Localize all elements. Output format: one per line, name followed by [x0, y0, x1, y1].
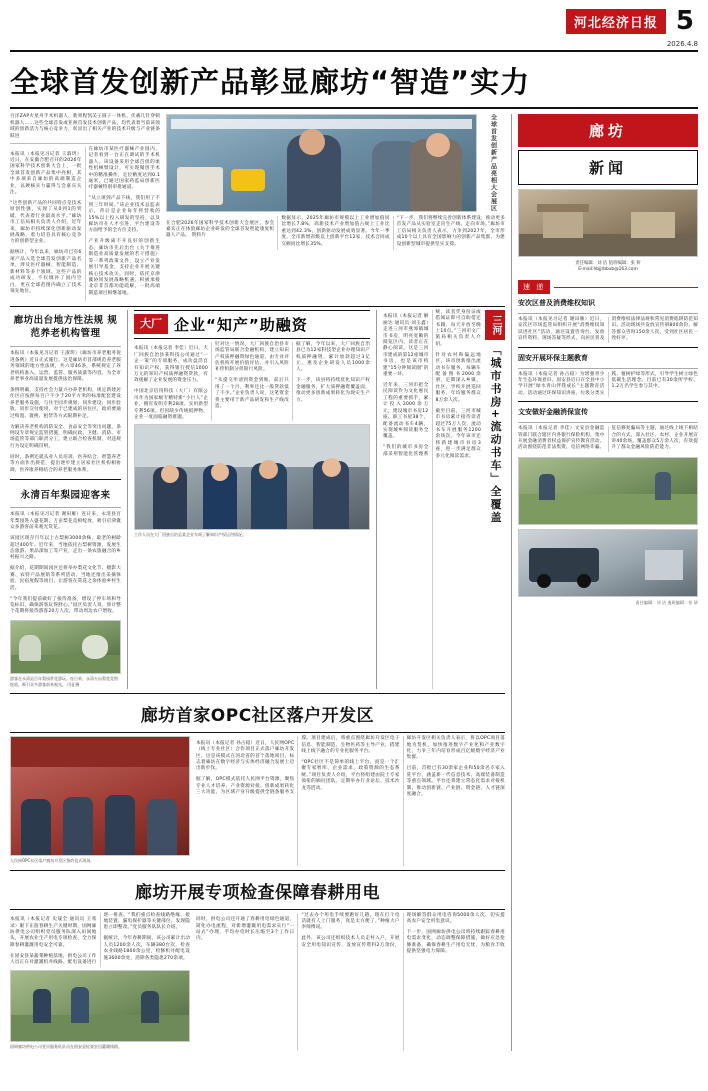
law-paragraph: 为解决养老机构消防安全、食品安全等突出问题，条例设专章规定监管措施，明确民政、卫健、消防、市场监管等部门职责分工，建立联合检查机制，对违规行为设定明确罚则。	[10, 424, 122, 449]
dachang-title: 企业“知产”助融资	[174, 315, 308, 334]
power-paragraph: 据统计，今年春耕期间，该公司累计出动人员1200余人次，车辆380台次，检查农业线路1800余公里，检修机井配电设施3600余处，消除各类隐患270余项。	[103, 936, 190, 961]
sanhe-paragraph: 针对农村和偏远地区，该市创新推出流动书车服务，每辆车配备图书2000余册，定期深入乡镇、社区、学校开展巡回服务，年均服务群众8万余人次。	[435, 352, 481, 403]
rail-item	[518, 405, 698, 452]
column-sanhe	[376, 310, 505, 689]
rail-footer-note: 责任编辑：刘 洁 值班编辑：张 妍	[635, 599, 698, 605]
opc-photo-block	[10, 736, 190, 865]
rail-item-body: 本报讯（本报记者 李佳）文安县金融监管部门联合辖区内各银行保险机构，集中开展金融消费者权益保护宣传教育活动。活动围绕防范非法集资、电信网络诈骗、征信修复骗局等主题，通过线上线下相结合的方式，深入社区、农村、企业开展宣讲40余场，覆盖群众5万余人次，有效提升了群众金融风险防范能力。	[518, 426, 698, 451]
middle-band	[10, 310, 505, 689]
pear-photo	[10, 620, 121, 674]
sanhe-title: 「城市书房+流动书车」全覆盖	[488, 343, 502, 525]
dachang-photo-caption: 工作人员在大厂回族自治县某企业车间了解知识产权运用情况。	[134, 532, 247, 538]
power-title: 廊坊开展专项检查保障春耕用电	[135, 882, 380, 903]
pear-paragraph: 该园区现存百年以上古梨树3000余株，最老的树龄超过400年。近年来，当地依托古梨树资源，发展生态旅游、果品深加工等产业，走出一条农旅融合的乡村振兴之路。	[10, 536, 122, 561]
lead-paragraph: 产业升级离不开良好的创新生态。廊坊市先后出台《关于推进制造业高质量发展的若干措施》等一系列政策文件，设立产业发展引导基金，支持企业开展关键核心技术攻关。同时，依托京津冀协同发展战略机遇，积极承接北京非首都功能疏解，一批高端制造项目相继落地。	[88, 239, 160, 296]
lead-paragraph: “从立项到产品下线，我们用了不到三年时间。”该企业技术总监表示，背后是企业每年将营收的15%以上投入研发的坚持，以及廊坊市在人才引进、平台建设等方面给予的全方位支持。	[88, 196, 160, 234]
rail-photo-landmark	[518, 189, 698, 257]
column-local-news	[10, 310, 121, 689]
pear-paragraph: 本报讯（本报见习记者 谢田雁）连日来，永清县百年梨园进入盛花期，万亩梨花竞相绽放，吸引京津冀众多游客前来观光赏花。	[10, 512, 122, 531]
power-paragraph: 此外，该公司还组织技术人员走村入户，开展安全用电知识宣传，发放宣传资料2万余份，现场解答群众用电咨询5000余人次，切实提高农户安全用电意识。	[301, 912, 505, 948]
rail-brand-top: 廊坊	[518, 114, 698, 147]
pear-photo-caption: 游客在永清县百年梨园赏花游玩。连日来，永清万亩梨花竞相绽放，吸引众多游客前来观光。 闫征摄	[10, 676, 118, 687]
paper-name: 河北经济日报	[566, 9, 666, 34]
lead-paragraph: 数据显示，2025年廊坊市规模以上工业增加值同比增长7.8%，高新技术产业增加值占规上工业比重达到42.3%，创新驱动发展成效显著。今年一季度，全市新增省级以上创新平台12家，技术合同成交额同比增长35%。	[281, 216, 390, 247]
rail-item-title: 安次区普及消费维权知识	[518, 299, 595, 307]
page-body	[10, 114, 698, 1051]
pear-paragraph: 据介绍，花期期间园区还将举办梨花文化节、摄影大赛、农特产品展销等系列活动。当地还推出采摘体验、民宿度假等项目，让游客在赏花之余体验乡村生活。	[10, 566, 122, 591]
opc-block	[10, 736, 505, 865]
law-article-title: 廊坊出台地方性法规 规范养老机构管理	[13, 314, 118, 339]
sanhe-paragraph: “我们的城市书房全部采用智能化管理系统，读者凭身份证或借阅证即可自助借还书籍，每天开放至晚上10点。”三河市文广旅局相关负责人介绍。	[383, 309, 481, 457]
right-rail	[511, 114, 698, 1051]
power-paragraph: 下一步，国网廊坊供电公司将持续跟踪春耕用电需求变化，动态调整保障措施，做好应急抢修准备，确保春耕生产用电无忧，为粮食丰收提供坚强电力保障。	[406, 929, 505, 955]
lead-paragraph: 据统计，今年以来，廊坊市已有6项产品入选全球首发创新产品名单，涉及医疗器械、智能制造、新材料等多个领域。这些产品的成功研发，不仅填补了国内空白，更在全球范围内确立了技术领先地位。	[10, 250, 82, 294]
dachang-paragraph: 据了解，今年以来，大厂回族自治县已为12家科技型企业办理知识产权质押融资，累计放款超过3亿元，惠及企业研发人员1000余人。	[296, 341, 370, 373]
rail-item	[518, 351, 698, 398]
column-dachang	[127, 310, 370, 689]
page-headline: 全球首发创新产品彰显廊坊“智造”实力	[10, 52, 698, 109]
photo-vertical-text: 全球首发创新产品亮相大会展区	[489, 114, 497, 212]
opc-title: 廊坊首家OPC社区落户开发区	[140, 706, 375, 727]
dachang-paragraph: “从提交申请到资金到账，前后只用了一个月，利率还比一般贷款低了不少。”企业负责人说，这笔资金将主要用于新产品研发和生产线改造。	[215, 378, 290, 410]
pear-paragraph: “今年我们提前做好了接待准备，增设了停车场和导览标识，确保游客玩得舒心。”园区负责人说，预计整个花期将接待游客20万人次，带动周边农户增收。	[10, 596, 122, 615]
rail-editor-line: 责任编辑：刘 洁 值班编辑：张 妍	[575, 261, 641, 266]
issue-date: 2026.4.8	[666, 40, 698, 48]
dachang-tag: 大厂	[134, 314, 168, 334]
opc-photo-caption: 人民网OPC社区落户廊坊开发区签约仪式现场。	[10, 858, 95, 864]
opc-paragraph: 廊坊开发区相关负责人表示，将以OPC项目落地为契机，加快推进数字产业化和产业数字化，力争三年内培育形成百亿级数字经济产业集群。	[406, 736, 505, 761]
lead-paragraph: 本报讯（本报见习记者 王淑玥）近日，在安徽合肥召开的2026年国家科学技术创新大会上，一批全球首发创新产品集中亮相，其中多项来自廊坊的高端制造企业，以硬核实力赢得与会嘉宾关注。	[10, 151, 82, 196]
rail-item	[518, 296, 698, 343]
rail-contact: E-mail:hbjjrbbxb@163.com	[578, 267, 638, 272]
power-paragraph: “过去办个用电手续要跑好几趟，现在打个电话就有人上门服务，真是太方便了。”种植大户李师傅说。	[301, 912, 400, 931]
power-photo-caption-1: 国网廊坊供电公司党员服务队队员在固安县检查农田灌溉线路。	[10, 1043, 122, 1049]
rail-pill-bar	[518, 280, 698, 294]
rail-item-title: 文安做好金融消保宣传	[518, 408, 588, 417]
sanhe-paragraph: 近年来，三河市把全民阅读作为文化惠民工程的重要抓手，累计投入2000余万元，建设城市书房12座、职工书屋38个，配备流动书车4辆，实现城乡阅读服务全覆盖。	[383, 383, 429, 440]
sanhe-paragraph: 本报讯（本报记者 解丽达 通讯员 刘玉鑫）走进三河市燕郊镇城市书房，明亮宽敞的阅览区内，读者正在静心阅读。这是三河市建成的第12座城市书房，也是该市构建“15分钟阅读圈”的重要一环。	[383, 314, 429, 378]
sanhe-tag: 三河	[485, 310, 505, 340]
page-number: 5	[675, 6, 694, 36]
lead-block	[10, 114, 505, 301]
dachang-paragraph: 针对这一情况，大厂回族自治县市场监管局联合金融机构，建立知识产权质押融资绿色通道，由专业评估机构开展价值评估，并引入风险补偿机制分担银行风险。	[215, 341, 290, 373]
power-right	[196, 913, 505, 1051]
lead-paragraph: “下一步，我们将继续完善创新体系建设，推动更多首发产品从实验室走向生产线、走向市场。”廊坊市工信局相关负责人表示，力争到2027年，全市形成10个以上具有全国影响力的创新产品集群，为建设创新型城市提供坚实支撑。	[396, 216, 505, 247]
law-paragraph: 条例明确，支持社会力量兴办养老机构，规定新建居住区应按照每百户不少于20平方米的标准配套建设养老服务设施，与住宅同步规划、同步建设、同步验收、同步交付使用。对于已建成的居住区，政府要通过购置、置换、租赁等方式限期补足。	[10, 388, 122, 419]
pear-article-title: 永清百年梨园迎客来	[20, 489, 111, 501]
power-paragraph: 在固安县某蔬菜种植基地，供电公司工作人员正在对灌溉机井线路、配电设备进行逐一排查。“我们重点检查线路绝缘、接地装置、漏电保护器等关键部位，发现隐患立即整改。”党员服务队队长介绍。	[10, 912, 190, 966]
lead-photo-block	[166, 114, 505, 301]
rail-photo-truck	[518, 529, 698, 597]
lead-paragraph: 在廊坊市某医疗器械产业园内，记者看到一台正在调试的手术机器人。该设备采用全球首创的柔性机械臂设计，可实现微创手术中的精准操作，定位精度达到0.1毫米，已通过国家药监局创新医疗器械特别审批通道。	[88, 147, 160, 191]
rail-item-body: 本报讯（本报记者 孙占稳）为增强青少年生态环保意识，固安县近日在全县中小学开展“绿水青山伴我成长”主题教育活动。活动通过环保知识讲座、垃圾分类实践、植树护绿等形式，引导学生树立绿色低碳生活理念。目前已有30余所学校、1.2万名学生参与其中。	[518, 371, 698, 396]
rail-item-title: 固安开展环保主题教育	[518, 353, 588, 362]
rail-brand-mid: 新闻	[518, 150, 698, 185]
rail-pill-label: 速 递	[518, 280, 550, 294]
lead-standfirst: 百洋ZAP火星舟手术机器人、新果程凯美子圆子一体机、伏羲几针穿刺机器人……这些全球首发或亚洲首发技术创新产品，均代表着当前该领域的创新活力与核心竞争力，彰显出了相关产业的技术升级与产业链条跃进	[10, 114, 160, 144]
opc-paragraph: 据了解，OPC模式依托人民网平台资源，聚焦专业人才培养、产业资源对接、创新成果转化三大功能，为区域产业升级提供全链条服务支撑。项目建成后，将重点围绕廊坊开发区电子信息、智能制造、生物医药等主导产业，搭建线上线下融合的专业化服务平台。	[196, 736, 400, 796]
opc-text	[196, 736, 505, 865]
masthead	[10, 8, 698, 42]
left-zone	[10, 114, 505, 1051]
rail-item-body: 本报讯（本报见习记者 谢田雁）近日，安次区市场监管局组织开展“消费维权知识进社区”活动，通过设置咨询台、发放宣传资料、现场答疑等形式，向居民普及消费维权法律法规和常见消费陷阱防范知识。活动现场共发放宣传册800余份，解答群众咨询150余人次，受到社区居民一致好评。	[518, 317, 698, 342]
power-left	[10, 913, 190, 1051]
lead-column	[10, 114, 160, 301]
opc-photo	[10, 736, 190, 856]
law-paragraph: 本报讯（本报见习记者 王淑玥）《廊坊市养老服务促进条例》近日正式施行。这是廊坊市首部规范养老服务领域的地方性法规，共六章46条，系统规定了养老机构准入、运营、监管、服务质量等内容，为全市养老事业高质量发展提供法治保障。	[10, 351, 122, 383]
dachang-photo	[134, 424, 370, 530]
lead-paragraph: 在合肥2026年国家科学技术创新大会展区，参会嘉宾正在体验廊坊企业研发的全球首发智能康复机器人产品。 资料片	[166, 220, 275, 239]
power-paragraph: 本报讯（本报记者 史晟全 通讯员 王希录）眼下正值春耕生产关键时期，国网廊坊供电公司组织党员服务队深入田间地头，开展农业生产用电专项检查，全力保障春耕灌溉用电安全可靠。	[10, 917, 97, 948]
rail-photo-field	[518, 457, 698, 525]
main-photo	[166, 114, 477, 212]
opc-paragraph: “OPC社区不是简单的线上平台，而是一个汇聚专家智库、企业需求、政策资源的生态系统。”项目负责人介绍，平台将组建由院士专家领衔的顾问团队，定期举办行业论坛、技术沙龙等活动。	[301, 759, 400, 791]
opc-paragraph: 目前，首批已有30余家企业和50余名专家入驻平台，涵盖新一代信息技术、高端装备制造等重点领域。平台还将建立常态化需求对接机制，推动创新链、产业链、资金链、人才链深度融合。	[406, 766, 505, 797]
lead-paragraph: “这些创新产品的共同特点是技术原创性强，实现了从0到1的突破，代表着行业最高水平。”廊坊市工信局相关负责人介绍，近年来，廊坊市持续深化创新驱动发展战略，着力培育具有核心竞争力的创新型企业。	[10, 201, 82, 245]
law-paragraph: 同时，条例还就从业人员培训、医养结合、智慧养老等方面作出规范，提出逐步建立居家社区机构相协调、医养康养相结合的养老服务体系。	[10, 454, 122, 473]
power-block	[10, 913, 505, 1051]
dachang-paragraph: 中国北京信用科技（大厂）有限公司作为国家级专精特新“小巨人”企业，拥有发明专利28项、实用新型专利56项。但因缺少传统抵押物，企业一度面临融资难题。	[134, 389, 209, 421]
sanhe-paragraph: 截至目前，三河市城市书房累计接待读者超过75万人次，流动书车开展服务1200余场次。今年该市还将新建城市书房3座，进一步满足群众多元化阅读需求。	[435, 408, 481, 459]
dachang-paragraph: 本报讯（本报记者 李佳）近日，大厂回族自治县某科技公司通过“一企一策”的专项服务，成功盘活自有知识产权，获得银行授信1000万元的知识产权质押融资贷款，有效缓解了企业发展的资金压力。	[134, 346, 209, 384]
opc-paragraph: 本报讯（本报记者 孙占稳）近日，人民网OPC（线上专业社区）合作项目正式落户廊坊开发区，这是该模式在河北省的首个落地项目，标志着廊坊在数字经济与实体经济融合发展上迈出新步伐。	[196, 740, 295, 772]
power-photo-1	[10, 970, 190, 1042]
power-paragraph: 同时，供电公司还开通了春耕用电绿色通道，简化办电流程，对新增灌溉用电需求实行“一站式”办理，平均办电时长压缩至3个工作日内。	[196, 917, 295, 942]
dachang-paragraph: 下一步，该县将持续优化知识产权金融服务，扩大质押融资覆盖面，推动更多创新成果转化为现实生产力。	[296, 378, 370, 403]
